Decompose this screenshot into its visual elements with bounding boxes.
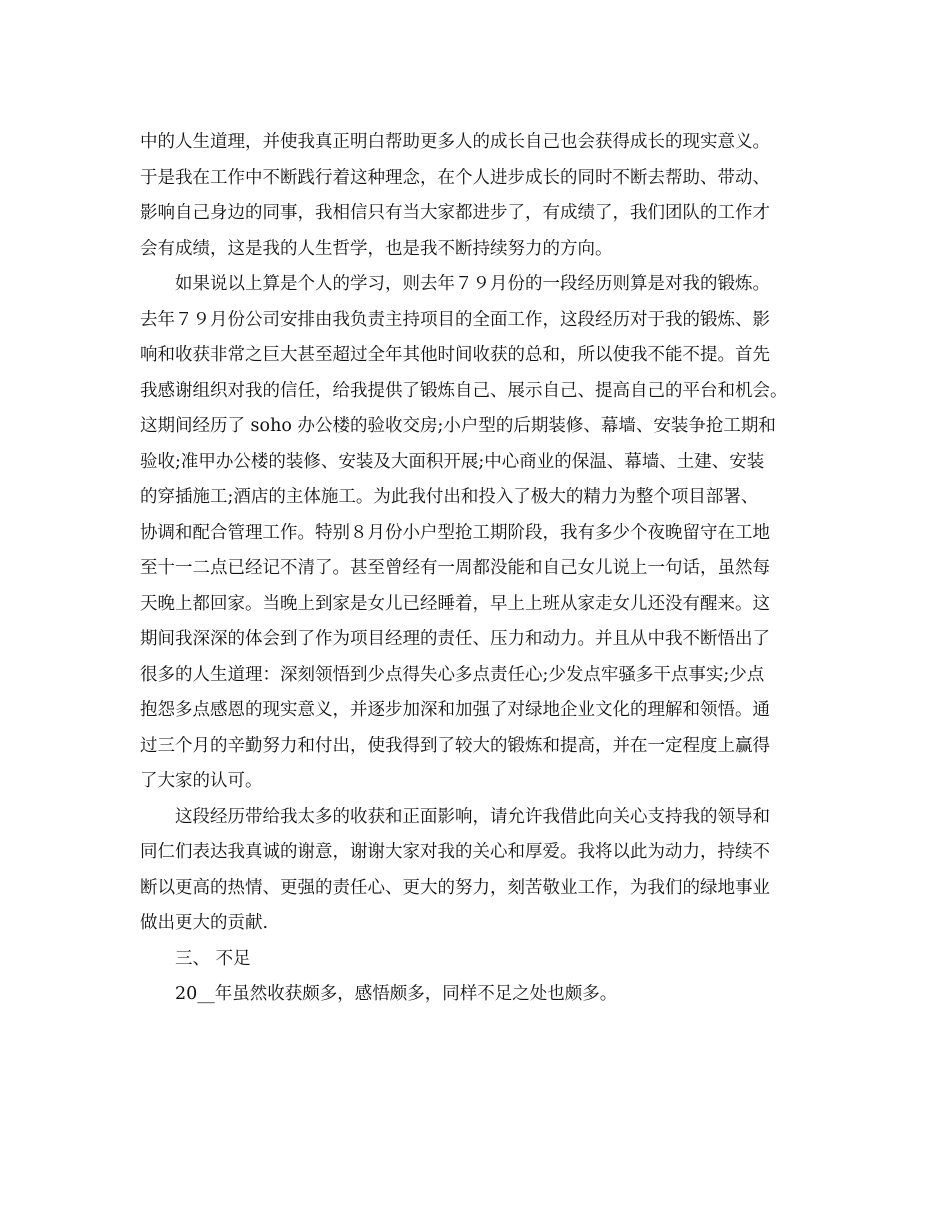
text-line: 同仁们表达我真诚的谢意，谢谢大家对我的关心和厚爱。我将以此为动力，持续不 [140, 842, 770, 862]
text-line: 响和收获非常之巨大甚至超过全年其他时间收获的总和，所以使我不能不提。首先 [140, 345, 770, 365]
paragraph-start-line: 这段经历带给我太多的收获和正面影响，请允许我借此向关心支持我的领导和 [175, 806, 770, 827]
text-line: 于是我在工作中不断践行着这种理念，在个人进步成长的同时不断去帮助、带动、 [140, 167, 770, 188]
text-line: 做出更大的贡献. [140, 913, 269, 933]
text-line: 了大家的认可。 [140, 771, 263, 791]
text-line: 天晚上都回家。当晚上到家是女儿已经睡着，早上上班从家走女儿还没有醒来。这 [140, 593, 770, 614]
text-line: 我感谢组织对我的信任，给我提供了锻炼自己、展示自己、提高自己的平台和机会。 [140, 380, 788, 401]
text-line: 验收;准甲办公楼的装修、安装及大面积开展;中心商业的保温、幕墙、土建、安装 [140, 451, 765, 472]
text-line: 至十一二点已经记不清了。甚至曾经有一周都没能和自己女儿说上一句话，虽然每 [140, 558, 770, 578]
text-line: 这期间经历了 soho 办公楼的验收交房;小户型的后期装修、幕墙、安装争抢工期和 [140, 416, 776, 436]
text-line: 的穿插施工;酒店的主体施工。为此我付出和投入了极大的精力为整个项目部署、 [140, 487, 759, 507]
text-line: 很多的人生道理：深刻领悟到少点得失心多点责任心;少发点牢骚多干点事实;少点 [140, 664, 765, 685]
text-line: 抱怨多点感恩的现实意义，并逐步加深和加强了对绿地企业文化的理解和领悟。通 [140, 700, 770, 720]
text-line: 断以更高的热情、更强的责任心、更大的努力，刻苦敬业工作，为我们的绿地事业 [140, 877, 770, 898]
text-line: 影响自己身边的同事，我相信只有当大家都进步了，有成绩了，我们团队的工作才 [140, 203, 770, 223]
text-line: 会有成绩，这是我的人生哲学，也是我不断持续努力的方向。 [140, 238, 613, 259]
paragraph-start-line: 如果说以上算是个人的学习，则去年７９月份的一段经历则算是对我的锻炼。 [175, 274, 770, 294]
text-line: 期间我深深的体会到了作为项目经理的责任、压力和动力。并且从中我不断悟出了 [140, 629, 770, 649]
paragraph-start-line: 20__年虽然收获颇多，感悟颇多，同样不足之处也颇多。 [175, 984, 618, 1004]
text-line: 去年７９月份公司安排由我负责主持项目的全面工作，这段经历对于我的锻炼、影 [140, 309, 770, 330]
section-heading: 三、 不足 [175, 948, 251, 969]
text-line: 中的人生道理，并使我真正明白帮助更多人的成长自己也会获得成长的现实意义。 [140, 132, 770, 152]
text-line: 过三个月的辛勤努力和付出，使我得到了较大的锻炼和提高，并在一定程度上赢得 [140, 735, 770, 756]
text-line: 协调和配合管理工作。特别８月份小户型抢工期阶段，我有多少个夜晚留守在工地 [140, 522, 770, 543]
document-body [140, 125, 830, 1013]
